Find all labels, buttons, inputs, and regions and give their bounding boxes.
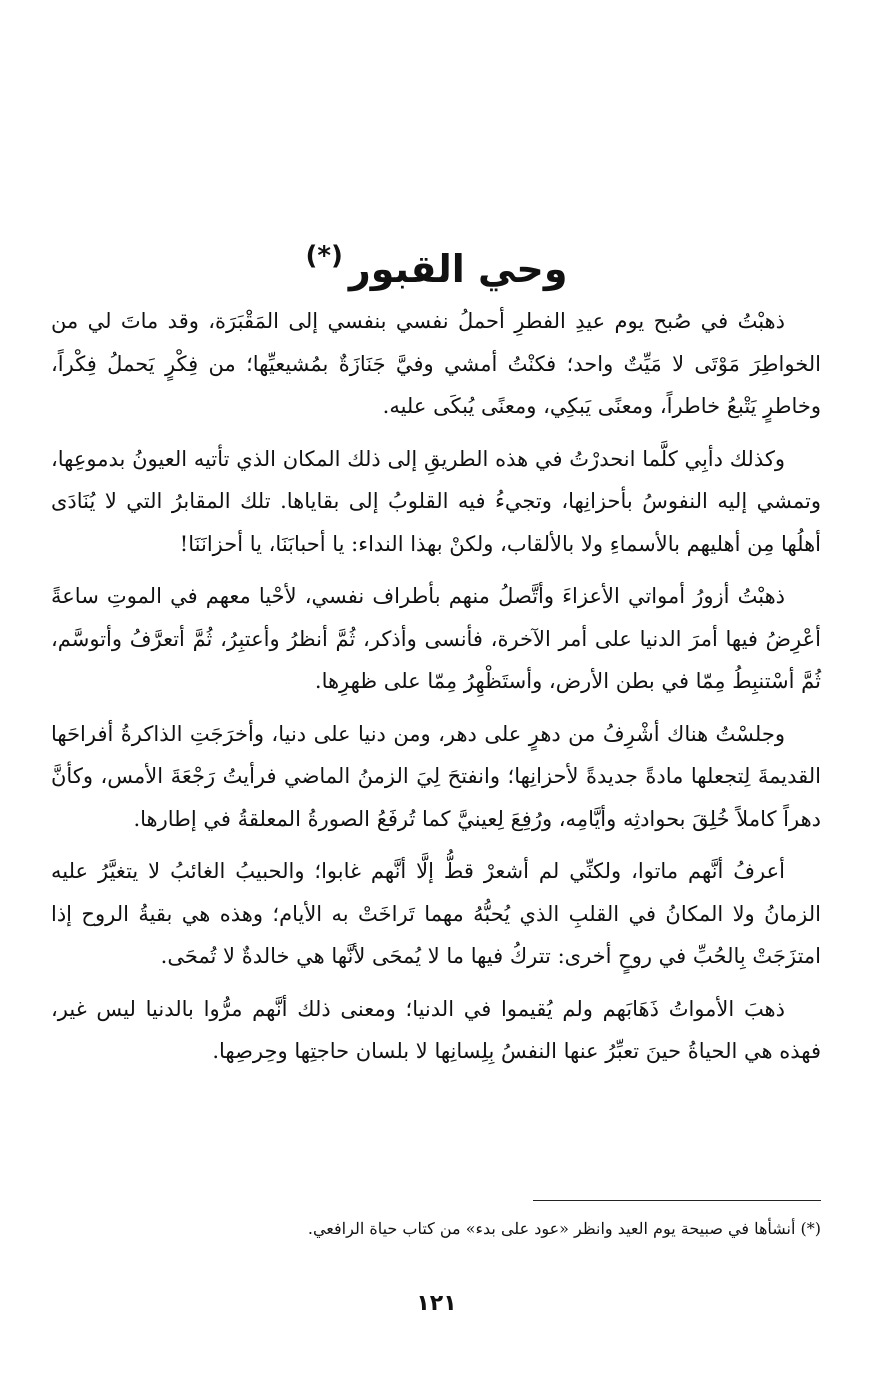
- footnote: (*) أنشأها في صبيحة يوم العيد وانظر «عود على بدء» من كتاب حياة الرافعي.: [307, 1219, 821, 1238]
- footnote-divider: [533, 1200, 821, 1201]
- paragraph-4: وجلسْتُ هناك أشْرِفُ من دهرٍ على دهر، ومن دنيا على دنيا، وأخرَجَتِ الذاكرةُ أفراحَها القديمةَ لِتجعلها مادةً جديدةً لأحزانِها؛ وانفتحَ لِيَ الزمنُ الماضي فرأيتُ رَجْعَةَ الأمس، وكأنَّ دهراً كاملاً خُلِقَ بحوادثِه وأيَّامِه، ورُفِعَ لِعينيَّ كما تُرفَعُ الصورةُ المعلقةُ في إطارها.: [51, 721, 821, 831]
- paragraph-3: ذهبْتُ أزورُ أمواتي الأعزاءَ وأتَّصلُ منهم بأطراف نفسي، لأحْيا معهم في الموتِ ساعةً أعْرِضُ فيها أمرَ الدنيا على أمر الآخرة، فأنسى وأذكر، ثُمَّ أنظرُ وأعتبِرُ، ثُمَّ أتعرَّفُ وأتوسَّم، ثُمَّ أسْتنبِطُ مِمّا في بطن الأرض، وأستَظْهِرُ مِمّا على ظهرِها.: [51, 584, 821, 693]
- footnote-marker: (*): [305, 241, 343, 272]
- chapter-title: [0, 221, 873, 304]
- paragraph-1: ذهبْتُ في صُبح يوم عيدِ الفطرِ أحملُ نفسي بنفسي إلى المَقْبَرَة، وقد ماتَ لي من الخواطِرَ مَوْتَى لا مَيِّتٌ واحد؛ فكنْتُ أمشي وفيَّ جَنَازَةٌ بمُشيعيِّها؛ من فِكْرٍ يَحملُ فِكْراً، وخاطرٍ يَتْبعُ خاطراً، ومعنًى يَبكِي، ومعنًى يُبكَى عليه.: [51, 309, 821, 418]
- chapter-title-text: وحي القبور: [348, 247, 568, 292]
- paragraph-6: ذهبَ الأمواتُ ذَهَابَهم ولم يُقيموا في الدنيا؛ ومعنى ذلك أنَّهم مرُّوا بالدنيا ليس غير، فهذه هي الحياةُ حينَ تعبِّرُ عنها النفسُ بِلِسانِها لا بلسان حاجتِها وحِرصِها.: [51, 996, 821, 1063]
- page-number: ١٢١: [416, 1291, 457, 1316]
- paragraph-5: أعرفُ أنَّهم ماتوا، ولكنِّي لم أشعرْ قطُّ إلَّا أنَّهم غابوا؛ والحبيبُ الغائبُ لا يتغيَّرُ عليه الزمانُ ولا المكانُ في القلبِ الذي يُحبُّهُ مهما تَراخَتْ به الأيام؛ وهذه هي بقيةُ الروح إذا امتزَجَتْ بِالحُبِّ في روحٍ أخرى: تتركُ فيها ما لا يُمحَى لأنَّها هي خالدةٌ لا تُمحَى.: [51, 859, 821, 968]
- paragraph-2: وكذلك دأبِي كلَّما انحدرْتُ في هذه الطريقِ إلى ذلك المكان الذي تأتيه العيونُ بدموعِها، وتمشي إليه النفوسُ بأحزانِها، وتجيءُ فيه القلوبُ إلى بقاياها. تلك المقابرُ التي لا يُنَادَى أهلُها مِن أهليهم بالأسماءِ ولا بالألقاب، ولكنْ بهذا النداء: يا أحبابَنَا، يا أحزانَنَا!: [51, 446, 821, 556]
- chapter-body: [51, 300, 821, 1083]
